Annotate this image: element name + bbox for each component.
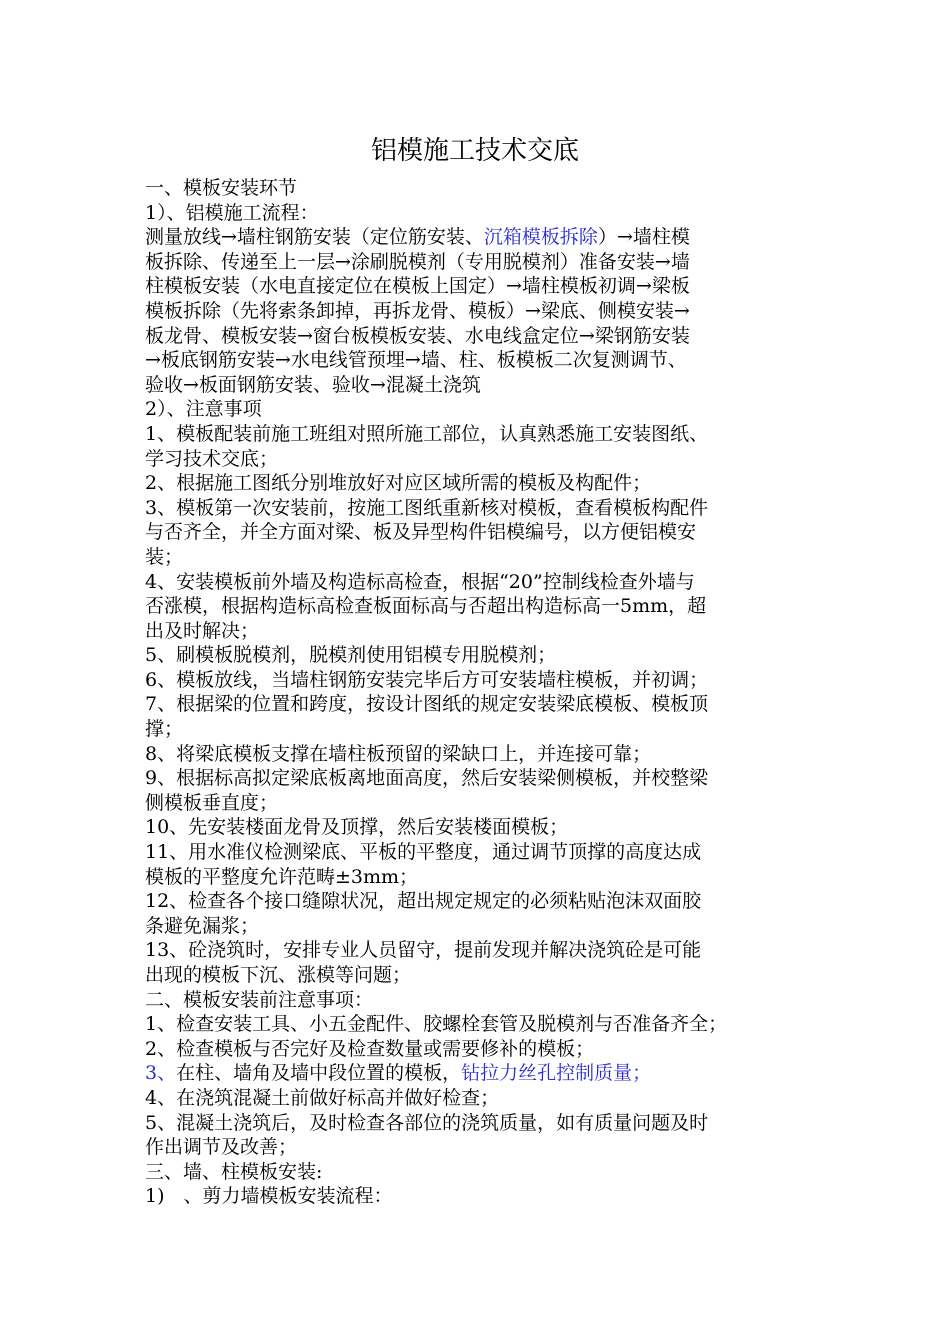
section-heading: 三、墙、柱模板安装:: [145, 1160, 323, 1183]
list-item: 3、模板第一次安装前，按施工图纸重新核对模板，查看模板构配件: [145, 496, 709, 519]
list-item: 9、根据标高拟定梁底板离地面高度，然后安装梁侧模板，并校整梁: [145, 767, 709, 790]
list-item: 5、混凝土浇筑后，及时检查各部位的浇筑质量，如有质量问题及时: [145, 1111, 709, 1134]
paragraph-line: 验收→板面钢筋安装、验收→混凝土浇筑: [145, 373, 481, 396]
list-item: 6、模板放线，当墙柱钢筋安装完毕后方可安装墙柱模板，并初调；: [145, 668, 709, 691]
list-item: 1、模板配装前施工班组对照所施工部位，认真熟悉施工安装图纸、: [145, 422, 709, 445]
paragraph-line: [145, 225, 813, 250]
list-item: 11、用水准仪检测梁底、平板的平整度，通过调节顶撑的高度达成: [145, 841, 702, 864]
paragraph-line: 板龙骨、模板安装→窗台板模板安装、水电线盒定位→梁钢筋安装: [145, 324, 690, 347]
subsection-heading: 2）、注意事项: [145, 398, 262, 421]
section-heading: 一、模板安装环节: [145, 177, 298, 199]
list-item: 4、安装模板前外墙及构造标高检查，根据“20”控制线检查外墙与: [145, 570, 695, 593]
list-item: 装；: [145, 545, 184, 568]
list-item: 10、先安装楼面龙骨及顶撑，然后安装楼面模板；: [145, 816, 569, 839]
paragraph-line: 柱模板安装（水电直接定位在模板上国定）→墙柱模板初调→梁板: [145, 275, 690, 298]
list-item: 出及时解决；: [145, 619, 260, 642]
list-item: 13、砼浇筑时，安排专业人员留守，提前发现并解决浇筑砼是可能: [145, 939, 702, 962]
list-item: 条避免漏浆；: [145, 914, 260, 937]
text-run: 测量放线→墙柱钢筋安装（定位筋安装、: [145, 226, 484, 249]
list-item-highlighted: [145, 1061, 813, 1086]
paragraph-line: →板底钢筋安装→水电线管预埋→墙、柱、板模板二次复测调节、: [145, 349, 687, 372]
list-item: 4、在浇筑混凝土前做好标高并做好检查；: [145, 1086, 500, 1109]
list-item: 2、根据施工图纸分别堆放好对应区域所需的模板及构配件；: [145, 472, 652, 495]
subsection-heading: 1) 、剪力墙模板安装流程：: [145, 1185, 393, 1208]
document-body: [145, 176, 813, 1209]
list-item: 学习技术交底；: [145, 447, 279, 470]
list-item: 出现的模板下沉、涨模等问题；: [145, 964, 412, 986]
text-run: ）→墙柱模: [597, 226, 690, 249]
document-title: 铝模施工技术交底: [370, 136, 579, 166]
highlighted-text: 沉箱模板拆除: [483, 226, 598, 249]
list-item: 模板的平整度允许范畴±3mm；: [145, 865, 419, 888]
list-item: 作出调节及改善；: [145, 1136, 298, 1159]
list-item: 1、检查安装工具、小五金配件、胶螺栓套管及脱模剂与否准备齐全；: [145, 1013, 728, 1036]
paragraph-line: 模板拆除（先将索条卸掉，再拆龙骨、模板）→梁底、侧模安装→: [145, 299, 690, 322]
list-item: 12、检查各个接口缝隙状况，超出规定规定的必须粘贴泡沫双面胶: [145, 890, 702, 913]
list-item: 否涨模，根据构造标高检查板面标高与否超出构造标高一5mm，超: [145, 595, 707, 618]
list-item: 与否齐全，并全方面对梁、板及异型构件铝模编号，以方便铝模安: [145, 521, 697, 544]
subsection-heading: 1）、铝模施工流程：: [145, 201, 319, 224]
section-heading: 二、模板安装前注意事项：: [145, 988, 374, 1011]
list-number: 3、: [145, 1062, 177, 1085]
list-item: 2、检查模板与否完好及检查数量或需要修补的模板；: [145, 1037, 595, 1060]
list-item: 8、将梁底模板支撑在墙柱板预留的梁缺口上，并连接可靠；: [145, 742, 652, 765]
list-item: 侧模板垂直度；: [145, 791, 279, 814]
list-item: 7、根据梁的位置和跨度，按设计图纸的规定安装梁底模板、模板顶: [145, 693, 709, 716]
list-item: 5、刷模板脱模剂，脱模剂使用铝模专用脱模剂；: [145, 644, 557, 667]
highlighted-text: 钻拉力丝孔控制质量；: [461, 1062, 652, 1085]
paragraph-line: 板拆除、传递至上一层→涂刷脱模剂（专用脱模剂）准备安装→墙: [145, 250, 690, 273]
list-item: 撑；: [145, 718, 184, 741]
text-run: 在柱、墙角及墙中段位置的模板，: [176, 1062, 462, 1085]
